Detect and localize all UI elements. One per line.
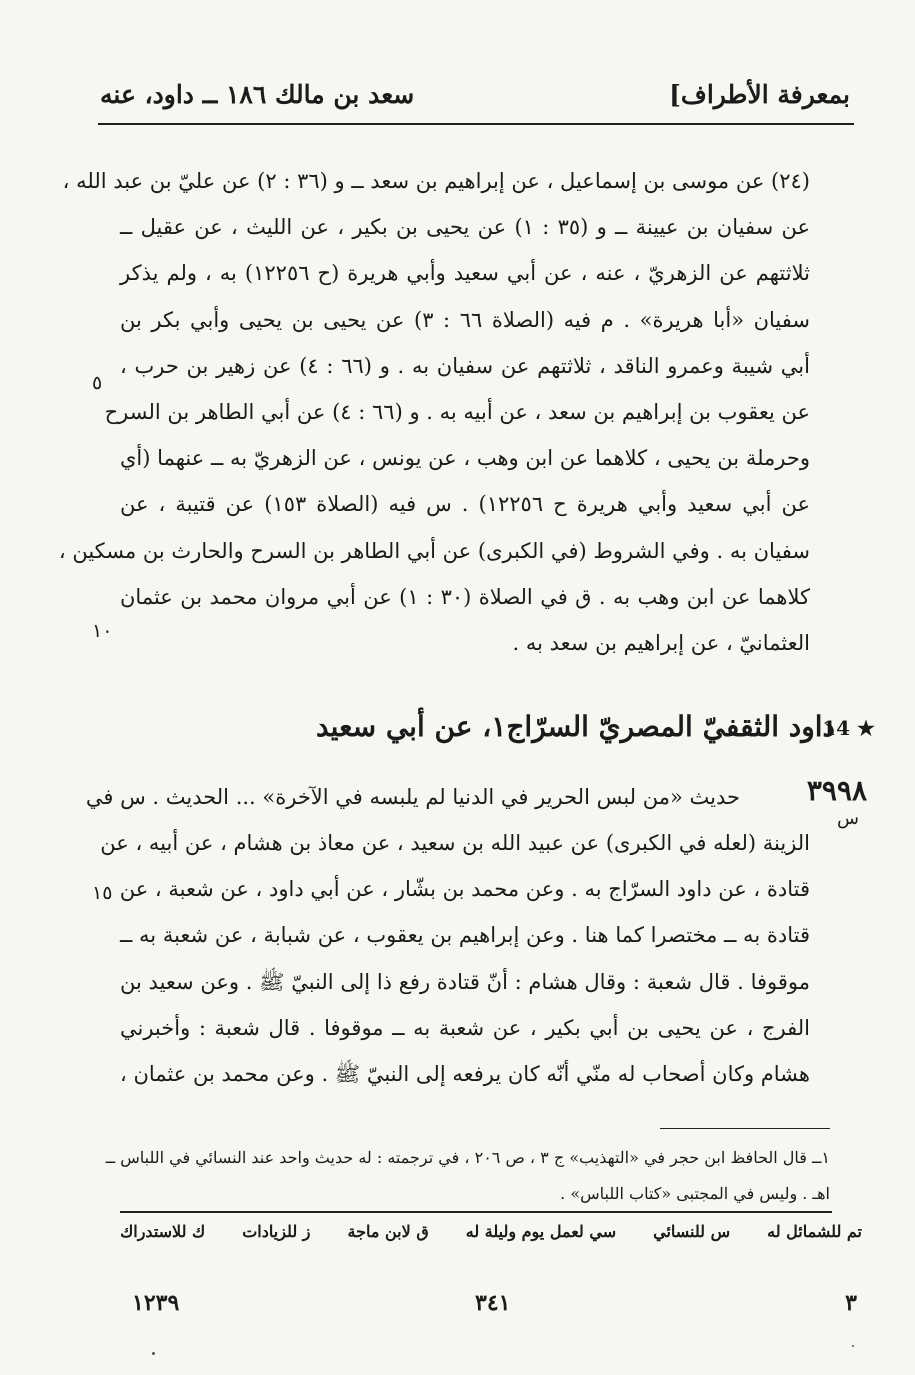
footnote-rule [660,1128,830,1129]
text-line: كلاهما عن ابن وهب به . ق في الصلاة (٣٠ : ١) عن أبي مروان محمد بن عثمان [120,584,810,609]
paper-speck [852,1345,854,1347]
margin-line-number: ٥ [92,372,103,394]
legend-item: سي لعمل يوم وليلة له [465,1222,617,1241]
body-text-block-2 [85,774,740,820]
text-line: عن سفيان بن عيينة ــ و (٣٥ : ١) عن يحيى بن بكير ، عن الليث ، عن عقيل ــ [120,215,810,240]
margin-line-number: ١٥ [92,882,113,904]
text-line: موقوفا . قال شعبة : وقال هشام : أنّ قتادة رفع ذا إلى النبيّ ﷺ . وعن سعيد بن [120,969,810,994]
legend-item: س للنسائي [653,1222,731,1241]
page-number: ٣٤١ [475,1290,511,1316]
abbreviation-legend [120,1222,862,1254]
text-line: هشام وكان أصحاب له منّي أنّه كان يرفعه إلى النبيّ ﷺ . وعن محمد بن عثمان ، [120,1061,810,1086]
text-line: عن يعقوب بن إبراهيم بن سعد ، عن أبيه به . و (٦٦ : ٤) عن أبي الطاهر بن السرح [104,399,810,424]
text-line: وحرملة بن يحيى ، كلاهما عن ابن وهب ، عن يونس ، عن الزهريّ به ــ عنهما (أي [120,446,810,471]
header-rule [98,123,854,125]
text-line: (٢٤) عن موسى بن إسماعيل ، عن إبراهيم بن سعد ــ و (٣٦ : ٢) عن عليّ بن عبد الله ، [62,169,810,193]
text-line: سفيان «أبا هريرة» . م فيه (الصلاة ٦٦ : ٣) عن يحيى بن يحيى وأبي بكر بن [120,307,810,332]
hadith-source-symbol: س [837,808,859,829]
text-line: الزينة (لعله في الكبرى) عن عبيد الله بن سعيد ، عن معاذ بن هشام ، عن أبيه ، عن [100,831,810,855]
legend-item: ك للاستدراك [120,1222,206,1241]
text-line: عن أبي سعيد وأبي هريرة ح ١٢٢٥٦) . س فيه (الصلاة ١٥٣) عن قتيبة ، عن [120,492,811,517]
text-line: الفرج ، عن يحيى بن أبي بكير ، عن شعبة به ــ موقوفا . قال شعبة : وأخبرني [120,1015,810,1040]
entry-title: داود الثقفيّ المصريّ السرّاج١، عن أبي سعيد [315,710,835,743]
legend-item: تم للشمائل له [767,1222,862,1241]
legend-item: ز للزيادات [242,1222,311,1241]
text-line: قتادة ، عن داود السرّاج به . وعن محمد بن بشّار ، عن أبي داود ، عن شعبة ، عن [119,877,810,902]
volume-number: ٣ [845,1290,857,1316]
header-section-title: بمعرفة الأطراف] [669,80,850,109]
footnote-line: اهـ . وليس في المجتبى «كتاب اللباس» . [560,1184,830,1203]
header-entry-range: سعد بن مالك ١٨٦ ــ داود، عنه [100,80,415,109]
text-line: ثلاثتهم عن الزهريّ ، عنه ، عن أبي سعيد وأبي هريرة (ح ١٢٢٥٦) به ، ولم يذكر [120,261,810,286]
running-header [100,80,850,120]
legend-rule [120,1211,832,1213]
text-line: أبي شيبة وعمرو الناقد ، ثلاثتهم عن سفيان به . و (٦٦ : ٤) عن زهير بن حرب ، [120,353,810,378]
footnote-line: ١ــ قال الحافظ ابن حجر في «التهذيب» ج ٣ ، ص ٢٠٦ ، في ترجمته : له حديث واحد عند النسائي في اللباس ــ [105,1148,830,1167]
paper-speck [152,1352,155,1355]
margin-line-number: ١٠ [92,620,113,642]
text-line: العثمانيّ ، عن إبراهيم بن سعد به . [512,630,810,655]
entry-heading [295,710,875,758]
running-page-number: ١٢٣٩ [132,1290,180,1316]
text-line: حديث «من لبس الحرير في الدنيا لم يلبسه في الآخرة» ... الحديث . س في [85,785,740,809]
entry-number: 14 ★ [822,716,875,740]
footnotes [105,1140,830,1212]
hadith-number: ٣٩٩٨ [806,774,867,807]
text-line: قتادة به ــ مختصرا كما هنا . وعن إبراهيم بن يعقوب ، عن شبابة ، عن شعبة به ــ [120,923,810,948]
text-line: سفيان به . وفي الشروط (في الكبرى) عن أبي الطاهر بن السرح والحارث بن مسكين ، [58,538,810,563]
legend-item: ق لابن ماجة [347,1222,429,1241]
